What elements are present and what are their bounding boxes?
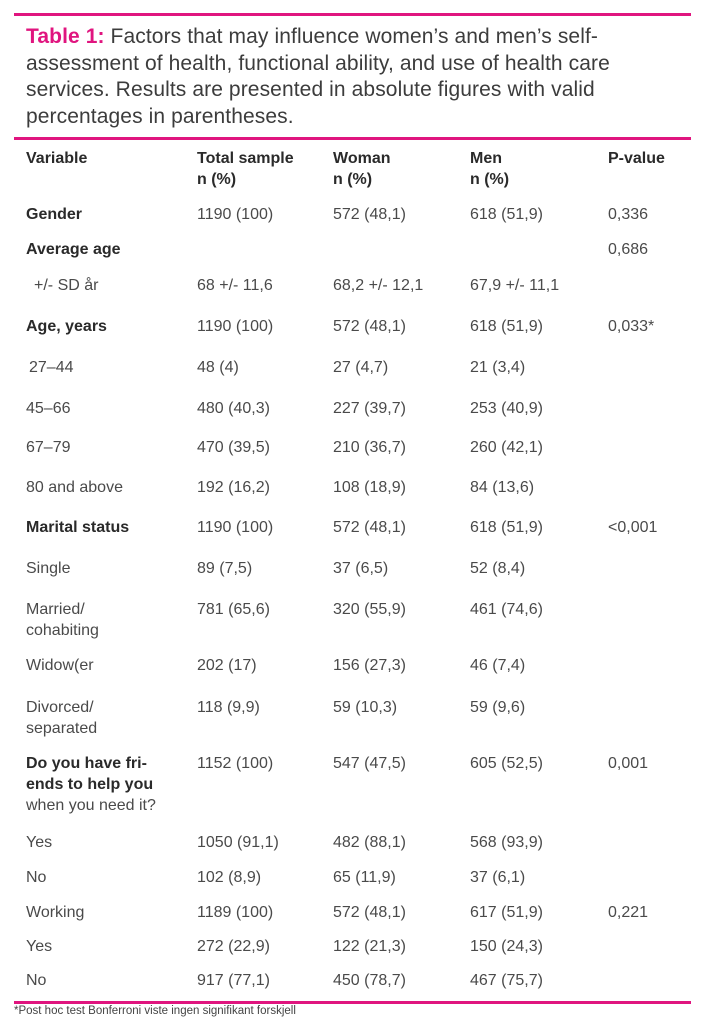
row-men: 618 (51,9) [470,206,543,223]
row-men: 150 (24,3) [470,938,543,955]
row-p-value: 0,001 [608,755,649,772]
header-woman: Woman n (%) [333,150,391,188]
row-woman: 108 (18,9) [333,479,406,496]
row-variable: No [26,869,47,886]
row-variable: Single [26,560,71,577]
row-p-value: 0,686 [608,241,649,258]
row-woman: 65 (11,9) [333,869,396,886]
row-variable: Do you have fri- ends to help you when you need it? [26,755,156,814]
row-woman: 572 (48,1) [333,318,406,335]
header-men: Men n (%) [470,150,510,188]
row-woman: 450 (78,7) [333,972,406,989]
row-variable: +/- SD år [34,277,99,294]
row-woman: 59 (10,3) [333,699,398,716]
caption-label: Table 1: [26,25,105,48]
row-variable: Widow(er [26,657,94,674]
row-total: 118 (9,9) [197,699,260,716]
row-variable: Married/ cohabiting [26,601,99,639]
row-woman: 572 (48,1) [333,519,406,536]
header-variable: Variable [26,150,88,167]
row-variable: Working [26,904,85,921]
row-total: 272 (22,9) [197,938,270,955]
row-woman: 572 (48,1) [333,206,406,223]
row-woman: 122 (21,3) [333,938,406,955]
top-rule [14,13,691,16]
row-woman: 27 (4,7) [333,359,389,376]
row-variable: 67–79 [26,439,71,456]
row-men: 617 (51,9) [470,904,543,921]
row-men: 21 (3,4) [470,359,526,376]
row-variable: Yes [26,834,53,851]
row-men: 67,9 +/- 11,1 [470,277,560,294]
row-woman: 482 (88,1) [333,834,406,851]
row-woman: 572 (48,1) [333,904,406,921]
row-men: 46 (7,4) [470,657,526,674]
row-men: 605 (52,5) [470,755,543,772]
row-woman: 547 (47,5) [333,755,406,772]
caption-text: Factors that may influence women’s and men’s self-assessment of health, functional ability, and use of health care services. Results are presented in absolute figures with valid percentages in parentheses. [26,25,610,128]
row-men: 618 (51,9) [470,519,543,536]
row-variable: Yes [26,938,53,955]
row-men: 568 (93,9) [470,834,543,851]
row-total: 1152 (100) [197,755,274,772]
row-men: 260 (42,1) [470,439,543,456]
row-p-value: 0,033* [608,318,655,335]
row-variable: 27–44 [29,359,74,376]
row-variable: 45–66 [26,400,71,417]
row-men: 467 (75,7) [470,972,543,989]
row-total: 68 +/- 11,6 [197,277,273,294]
row-variable: Average age [26,241,121,258]
row-total: 1189 (100) [197,904,274,921]
row-total: 1190 (100) [197,519,274,536]
row-p-value: 0,221 [608,904,649,921]
row-total: 781 (65,6) [197,601,270,618]
row-men: 253 (40,9) [470,400,543,417]
row-variable: Divorced/ separated [26,699,98,737]
row-total: 192 (16,2) [197,479,270,496]
row-p-value: <0,001 [608,519,658,536]
row-woman: 68,2 +/- 12,1 [333,277,424,294]
row-variable: 80 and above [26,479,123,496]
row-total: 48 (4) [197,359,239,376]
row-total: 89 (7,5) [197,560,253,577]
row-total: 470 (39,5) [197,439,270,456]
row-woman: 156 (27,3) [333,657,406,674]
table-caption [26,24,686,130]
row-woman: 227 (39,7) [333,400,406,417]
row-woman: 210 (36,7) [333,439,406,456]
row-woman: 320 (55,9) [333,601,406,618]
bottom-rule [14,1001,691,1004]
row-total: 917 (77,1) [197,972,270,989]
row-men: 37 (6,1) [470,869,526,886]
row-total: 202 (17) [197,657,257,674]
row-total: 102 (8,9) [197,869,262,886]
row-variable: Age, years [26,318,107,335]
row-men: 59 (9,6) [470,699,526,716]
row-total: 1190 (100) [197,318,274,335]
row-men: 618 (51,9) [470,318,543,335]
row-variable: No [26,972,47,989]
footnote: *Post hoc test Bonferroni viste ingen signifikant forskjell [14,1005,296,1017]
row-p-value: 0,336 [608,206,649,223]
caption-rule [14,137,691,140]
row-variable: Marital status [26,519,130,536]
header-p-value: P-value [608,150,665,167]
row-men: 461 (74,6) [470,601,543,618]
row-variable: Gender [26,206,83,223]
row-men: 84 (13,6) [470,479,535,496]
header-total: Total sample n (%) [197,150,294,188]
row-total: 1050 (91,1) [197,834,279,851]
row-men: 52 (8,4) [470,560,526,577]
row-woman: 37 (6,5) [333,560,389,577]
row-total: 480 (40,3) [197,400,270,417]
row-total: 1190 (100) [197,206,274,223]
